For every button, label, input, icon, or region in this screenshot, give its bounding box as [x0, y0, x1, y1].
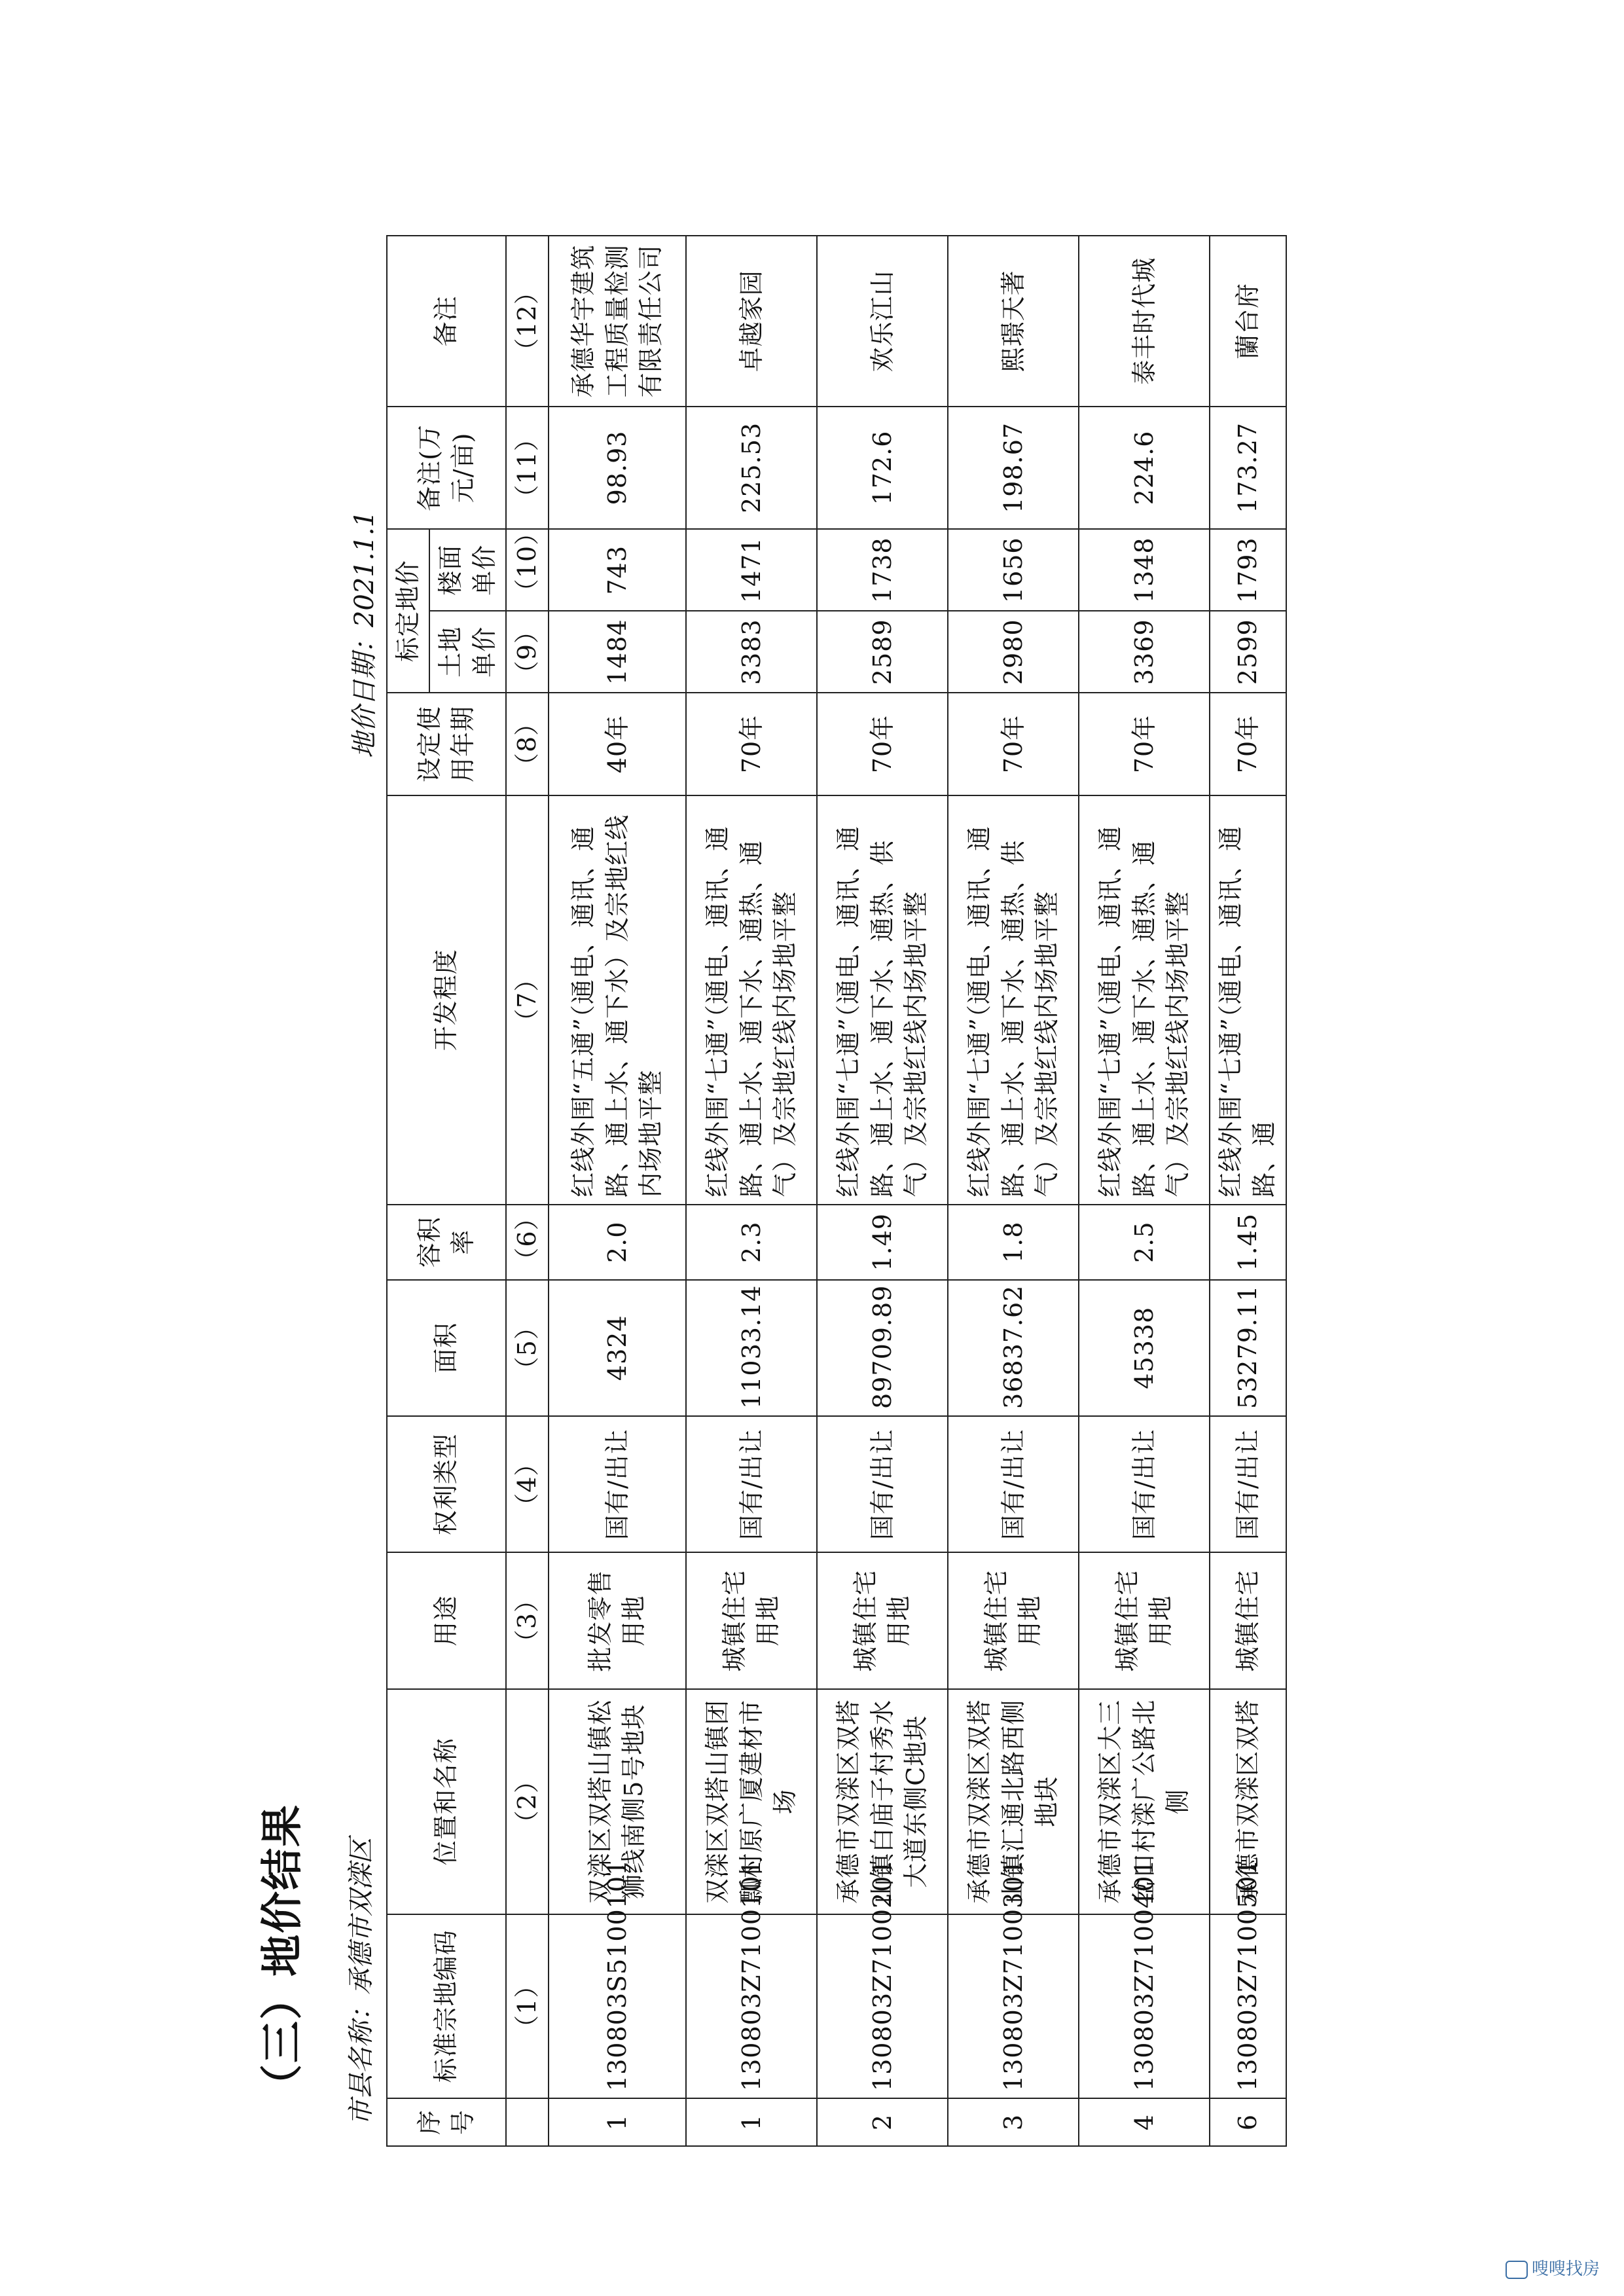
index-cell: （2） [506, 1689, 549, 1914]
seq-cell: 2 [817, 2098, 948, 2146]
header-row [387, 236, 429, 2146]
index-cell: （6） [506, 1205, 549, 1280]
code-cell: 130803Z7100401 [1079, 1914, 1210, 2098]
term-cell: 70年 [817, 693, 948, 795]
index-cell: （10） [506, 529, 549, 611]
seq-cell: 1 [686, 2098, 817, 2146]
floor-price-cell: 743 [549, 529, 686, 611]
term-cell: 70年 [948, 693, 1079, 795]
index-cell: （11） [506, 407, 549, 530]
location-cell: 承德市双滦区双塔 [1210, 1689, 1286, 1914]
city-label: 市县名称：承德市双滦区 [346, 1838, 376, 2126]
note-cell: 卓越家园 [686, 236, 817, 407]
area-cell: 45338 [1079, 1280, 1210, 1416]
use-cell: 城镇住宅用地 [817, 1552, 948, 1688]
note-cell: 承德华宇建筑工程质量检测有限责任公司 [549, 236, 686, 407]
col-location-header: 位置和名称 [387, 1689, 506, 1914]
use-cell: 城镇住宅 [1210, 1552, 1286, 1688]
use-cell: 城镇住宅用地 [948, 1552, 1079, 1688]
col-price-group-header: 标定地价 [387, 529, 429, 693]
far-cell: 2.5 [1079, 1205, 1210, 1280]
index-cell: （3） [506, 1552, 549, 1688]
wanmu-cell: 173.27 [1210, 407, 1286, 530]
far-cell: 1.8 [948, 1205, 1079, 1280]
col-land-price-header: 土地单价 [429, 611, 506, 693]
floor-price-cell: 1656 [948, 529, 1079, 611]
col-term-header: 设定使用年期 [387, 693, 506, 795]
index-cell: （7） [506, 795, 549, 1205]
land-price-cell: 3383 [686, 611, 817, 693]
note-cell: 熙璟天著 [948, 236, 1079, 407]
seq-cell: 4 [1079, 2098, 1210, 2146]
far-cell: 2.3 [686, 1205, 817, 1280]
dev-cell: 红线外围“五通”（通电、通讯、通路、通上水、通下水）及宗地红线内场地平整 [549, 795, 686, 1205]
far-cell: 2.0 [549, 1205, 686, 1280]
term-cell: 70年 [686, 693, 817, 795]
index-row [506, 236, 549, 2146]
location-cell: 承德市双滦区双塔山镇白庙子村秀水大道东侧C地块 [817, 1689, 948, 1914]
location-cell: 承德市双滦区双塔山镇汇通北路西侧地块 [948, 1689, 1079, 1914]
land-price-cell: 2980 [948, 611, 1079, 693]
note-cell: 泰丰时代城 [1079, 236, 1210, 407]
table-row [1210, 236, 1286, 2146]
term-cell: 40年 [549, 693, 686, 795]
table-row [549, 236, 686, 2146]
code-cell: 130803Z7100201 [817, 1914, 948, 2098]
wanmu-cell: 98.93 [549, 407, 686, 530]
land-price-cell: 3369 [1079, 611, 1210, 693]
note-cell: 欢乐江山 [817, 236, 948, 407]
floor-price-cell: 1471 [686, 529, 817, 611]
index-cell: （4） [506, 1416, 549, 1552]
wanmu-cell: 224.6 [1079, 407, 1210, 530]
right-cell: 国有/出让 [686, 1416, 817, 1552]
code-cell: 130803S5100101 [549, 1914, 686, 2098]
area-cell: 36837.62 [948, 1280, 1079, 1416]
right-cell: 国有/出让 [1079, 1416, 1210, 1552]
area-cell: 89709.89 [817, 1280, 948, 1416]
col-floor-price-header: 楼面单价 [429, 529, 506, 611]
page-title: （三）地价结果 [259, 1804, 307, 2106]
far-cell: 1.45 [1210, 1205, 1286, 1280]
use-cell: 批发零售用地 [549, 1552, 686, 1688]
location-cell: 双滦区双塔山镇松狮线南侧5号地块 [549, 1689, 686, 1914]
index-cell: （12） [506, 236, 549, 407]
wanmu-cell: 225.53 [686, 407, 817, 530]
col-note-header: 备注 [387, 236, 506, 407]
location-cell: 双滦区双塔山镇团瓢村原广厦建材市场 [686, 1689, 817, 1914]
dev-cell: 红线外围“七通”（通电、通讯、通路、通上水、通下水、通热、通气）及宗地红线内场地平整 [686, 795, 817, 1205]
wanmu-cell: 172.6 [817, 407, 948, 530]
term-cell: 70年 [1210, 693, 1286, 795]
table-row [948, 236, 1079, 2146]
dev-cell: 红线外围“七通”（通电、通讯、通路、通上水、通下水、通热、通气）及宗地红线内场地平整 [1079, 795, 1210, 1205]
area-cell: 4324 [549, 1280, 686, 1416]
floor-price-cell: 1793 [1210, 529, 1286, 611]
col-wanmu-header: 备注(万元/亩) [387, 407, 506, 530]
right-cell: 国有/出让 [549, 1416, 686, 1552]
seq-cell: 1 [549, 2098, 686, 2146]
col-code-header: 标准宗地编码 [387, 1914, 506, 2098]
right-cell: 国有/出让 [817, 1416, 948, 1552]
table-row [686, 236, 817, 2146]
land-price-cell: 2589 [817, 611, 948, 693]
code-cell: 130803Z7100101 [686, 1914, 817, 2098]
right-cell: 国有/出让 [1210, 1416, 1286, 1552]
seq-cell: 3 [948, 2098, 1079, 2146]
code-cell: 130803Z7100501 [1210, 1914, 1286, 2098]
right-cell: 国有/出让 [948, 1416, 1079, 1552]
note-cell: 蘭台府 [1210, 236, 1286, 407]
watermark-text: 嗖嗖找房 [1532, 2259, 1600, 2279]
wanmu-cell: 198.67 [948, 407, 1079, 530]
watermark [1506, 2255, 1600, 2280]
index-cell: （8） [506, 693, 549, 795]
index-cell: （5） [506, 1280, 549, 1416]
index-cell: （1） [506, 1914, 549, 2098]
date-label: 地价日期：2021.1.1 [350, 511, 380, 759]
far-cell: 1.49 [817, 1205, 948, 1280]
col-use-header: 用途 [387, 1552, 506, 1688]
col-far-header: 容积率 [387, 1205, 506, 1280]
col-dev-header: 开发程度 [387, 795, 506, 1205]
dev-cell: 红线外围“七通”（通电、通讯、通路、通 [1210, 795, 1286, 1205]
term-cell: 70年 [1079, 693, 1210, 795]
col-area-header: 面积 [387, 1280, 506, 1416]
seq-cell: 6 [1210, 2098, 1286, 2146]
code-cell: 130803Z7100301 [948, 1914, 1079, 2098]
land-price-cell: 2599 [1210, 611, 1286, 693]
floor-price-cell: 1348 [1079, 529, 1210, 611]
dev-cell: 红线外围“七通”（通电、通讯、通路、通上水、通下水、通热、供气）及宗地红线内场地平整 [817, 795, 948, 1205]
use-cell: 城镇住宅用地 [1079, 1552, 1210, 1688]
table-row [817, 236, 948, 2146]
area-cell: 53279.11 [1210, 1280, 1286, 1416]
index-cell: （9） [506, 611, 549, 693]
area-cell: 11033.14 [686, 1280, 817, 1416]
table-row [1079, 236, 1210, 2146]
land-price-cell: 1484 [549, 611, 686, 693]
floor-price-cell: 1738 [817, 529, 948, 611]
col-right-header: 权利类型 [387, 1416, 506, 1552]
house-icon [1506, 2261, 1528, 2279]
location-cell: 承德市双滦区大三岔口村滦广公路北侧 [1079, 1689, 1210, 1914]
index-cell [506, 2098, 549, 2146]
col-seq-header: 序号 [387, 2098, 506, 2146]
land-price-table [386, 235, 1287, 2147]
dev-cell: 红线外围“七通”（通电、通讯、通路、通上水、通下水、通热、供气）及宗地红线内场地平整 [948, 795, 1079, 1205]
use-cell: 城镇住宅用地 [686, 1552, 817, 1688]
